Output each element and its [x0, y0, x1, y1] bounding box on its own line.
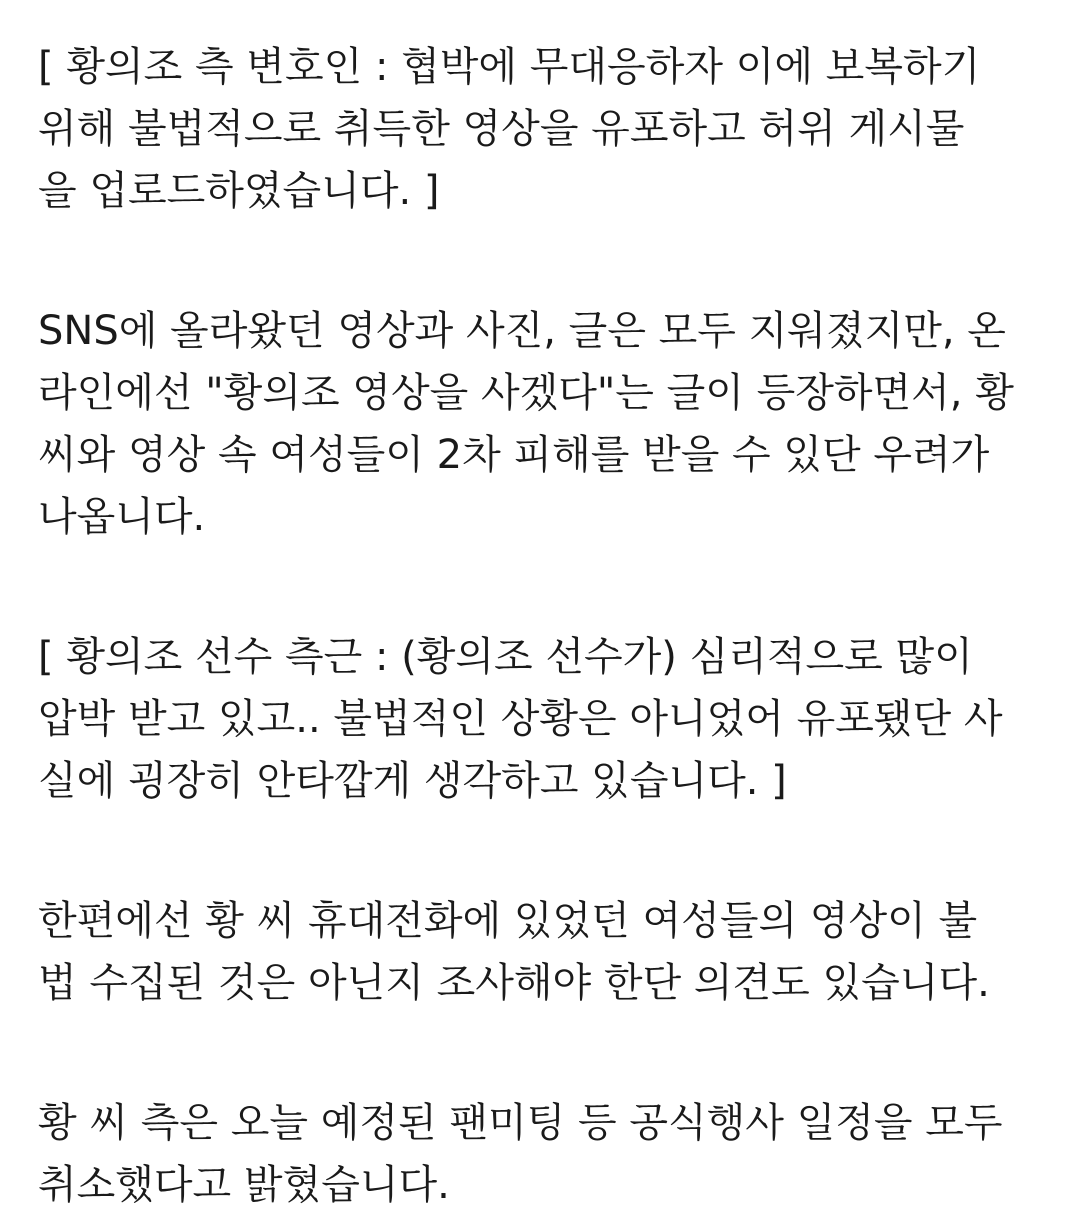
text-line: 압박 받고 있고.. 불법적인 상황은 아니었어 유포됐단 사 — [38, 696, 1003, 742]
text-line: 한편에선 황 씨 휴대전화에 있었던 여성들의 영상이 불 — [38, 898, 978, 944]
text-line: [ 황의조 측 변호인 : 협박에 무대응하자 이에 보복하기 — [38, 44, 981, 90]
text-line: 을 업로드하였습니다. ] — [38, 168, 440, 214]
text-line: 위해 불법적으로 취득한 영상을 유포하고 허위 게시물 — [38, 106, 965, 152]
article-body — [38, 36, 1058, 1216]
paragraph-lawyer-quote — [38, 36, 1058, 222]
text-line: 취소했다고 밝혔습니다. — [38, 1162, 450, 1208]
paragraph-cancellation — [38, 1092, 1058, 1216]
text-line: 실에 굉장히 안타깝게 생각하고 있습니다. ] — [38, 758, 787, 804]
paragraph-aide-quote — [38, 626, 1058, 812]
text-line: [ 황의조 선수 측근 : (황의조 선수가) 심리적으로 많이 — [38, 634, 973, 680]
text-line: 나옵니다. — [38, 494, 206, 540]
text-line: 법 수집된 것은 아닌지 조사해야 한단 의견도 있습니다. — [38, 960, 990, 1006]
text-line: 라인에선 "황의조 영상을 사겠다"는 글이 등장하면서, 황 — [38, 370, 1014, 416]
text-line: SNS에 올라왔던 영상과 사진, 글은 모두 지워졌지만, 온 — [38, 308, 1006, 354]
text-line: 씨와 영상 속 여성들이 2차 피해를 받을 수 있단 우려가 — [38, 432, 990, 478]
paragraph-gap — [38, 548, 1058, 626]
paragraph-sns — [38, 300, 1058, 548]
paragraph-gap — [38, 222, 1058, 300]
paragraph-gap — [38, 812, 1058, 890]
text-line: 황 씨 측은 오늘 예정된 팬미팅 등 공식행사 일정을 모두 — [38, 1100, 1003, 1146]
paragraph-gap — [38, 1014, 1058, 1092]
paragraph-investigation — [38, 890, 1058, 1014]
